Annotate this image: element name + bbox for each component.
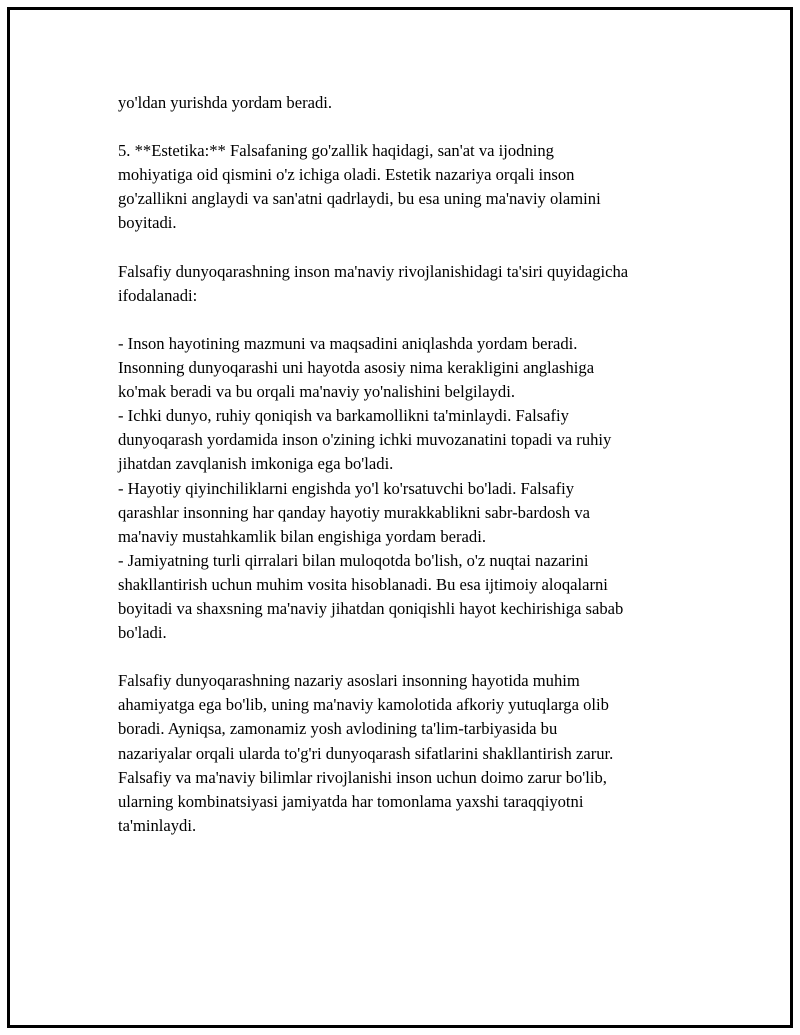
text-line: Insonning dunyoqarashi uni hayotda asosiy nima kerakligini anglashiga [118, 358, 595, 378]
text-line: jihatdan zavqlanish imkoniga ega bo'ladi. [118, 454, 394, 474]
text-line: - Jamiyatning turli qirralari bilan muloqotda bo'lish, o'z nuqtai nazarini [118, 550, 589, 570]
text-line: ma'naviy mustahkamlik bilan engishiga yordam beradi. [118, 526, 486, 546]
text-line: Falsafiy dunyoqarashning inson ma'naviy rivojlanishidagi ta'siri quyidagicha [118, 261, 629, 281]
text-line: shakllantirish uchun muhim vosita hisoblanadi. Bu esa ijtimoiy aloqalarni [118, 574, 608, 594]
text-line: ularning kombinatsiyasi jamiyatda har tomonlama yaxshi taraqqiyotni [118, 791, 584, 811]
paragraph-gap [118, 308, 708, 332]
text-line: - Ichki dunyo, ruhiy qoniqish va barkamollikni ta'minlaydi. Falsafiy [118, 406, 569, 426]
paragraph-list [118, 332, 708, 645]
text-line: boradi. Ayniqsa, zamonamiz yosh avlodining ta'lim-tarbiyasida bu [118, 719, 558, 739]
text-line: 5. **Estetika:** Falsafaning go'zallik haqidagi, san'at va ijodning [118, 141, 554, 161]
text-line: boyitadi. [118, 213, 177, 233]
text-line: bo'ladi. [118, 623, 167, 643]
text-line: qarashlar insonning har qanday hayotiy murakkablikni sabr-bardosh va [118, 502, 590, 522]
text-line: nazariyalar orqali ularda to'g'ri dunyoqarash sifatlarini shakllantirish zarur. [118, 743, 614, 763]
text-line: boyitadi va shaxsning ma'naviy jihatdan qoniqishli hayot kechirishiga sabab [118, 598, 624, 618]
text-line: dunyoqarash yordamida inson o'zining ichki muvozanatini topadi va ruhiy [118, 430, 612, 450]
text-line: - Inson hayotining mazmuni va maqsadini aniqlashda yordam beradi. [118, 333, 578, 353]
document-body [118, 91, 708, 838]
text-line: ko'mak beradi va bu orqali ma'naviy yo'nalishini belgilaydi. [118, 382, 515, 402]
paragraph-continuation [118, 91, 708, 115]
paragraph-gap [118, 115, 708, 139]
text-line: ifodalanadi: [118, 285, 198, 305]
text-line: ahamiyatga ega bo'lib, uning ma'naviy kamolotida afkoriy yutuqlarga olib [118, 695, 609, 715]
paragraph-gap [118, 236, 708, 260]
paragraph-estetika [118, 139, 708, 235]
text-line: - Hayotiy qiyinchiliklarni engishda yo'l ko'rsatuvchi bo'ladi. Falsafiy [118, 478, 574, 498]
text-line: go'zallikni anglaydi va san'atni qadrlaydi, bu esa uning ma'naviy olamini [118, 189, 601, 209]
text-line: mohiyatiga oid qismini o'z ichiga oladi. Estetik nazariya orqali inson [118, 165, 575, 185]
text-line: Falsafiy va ma'naviy bilimlar rivojlanishi inson uchun doimo zarur bo'lib, [118, 767, 607, 787]
paragraph-gap [118, 645, 708, 669]
paragraph-intro [118, 260, 708, 308]
text-line: ta'minlaydi. [118, 815, 197, 835]
paragraph-conclusion [118, 669, 708, 838]
text-line: Falsafiy dunyoqarashning nazariy asoslari insonning hayotida muhim [118, 671, 580, 691]
text-line: yo'ldan yurishda yordam beradi. [118, 93, 333, 112]
